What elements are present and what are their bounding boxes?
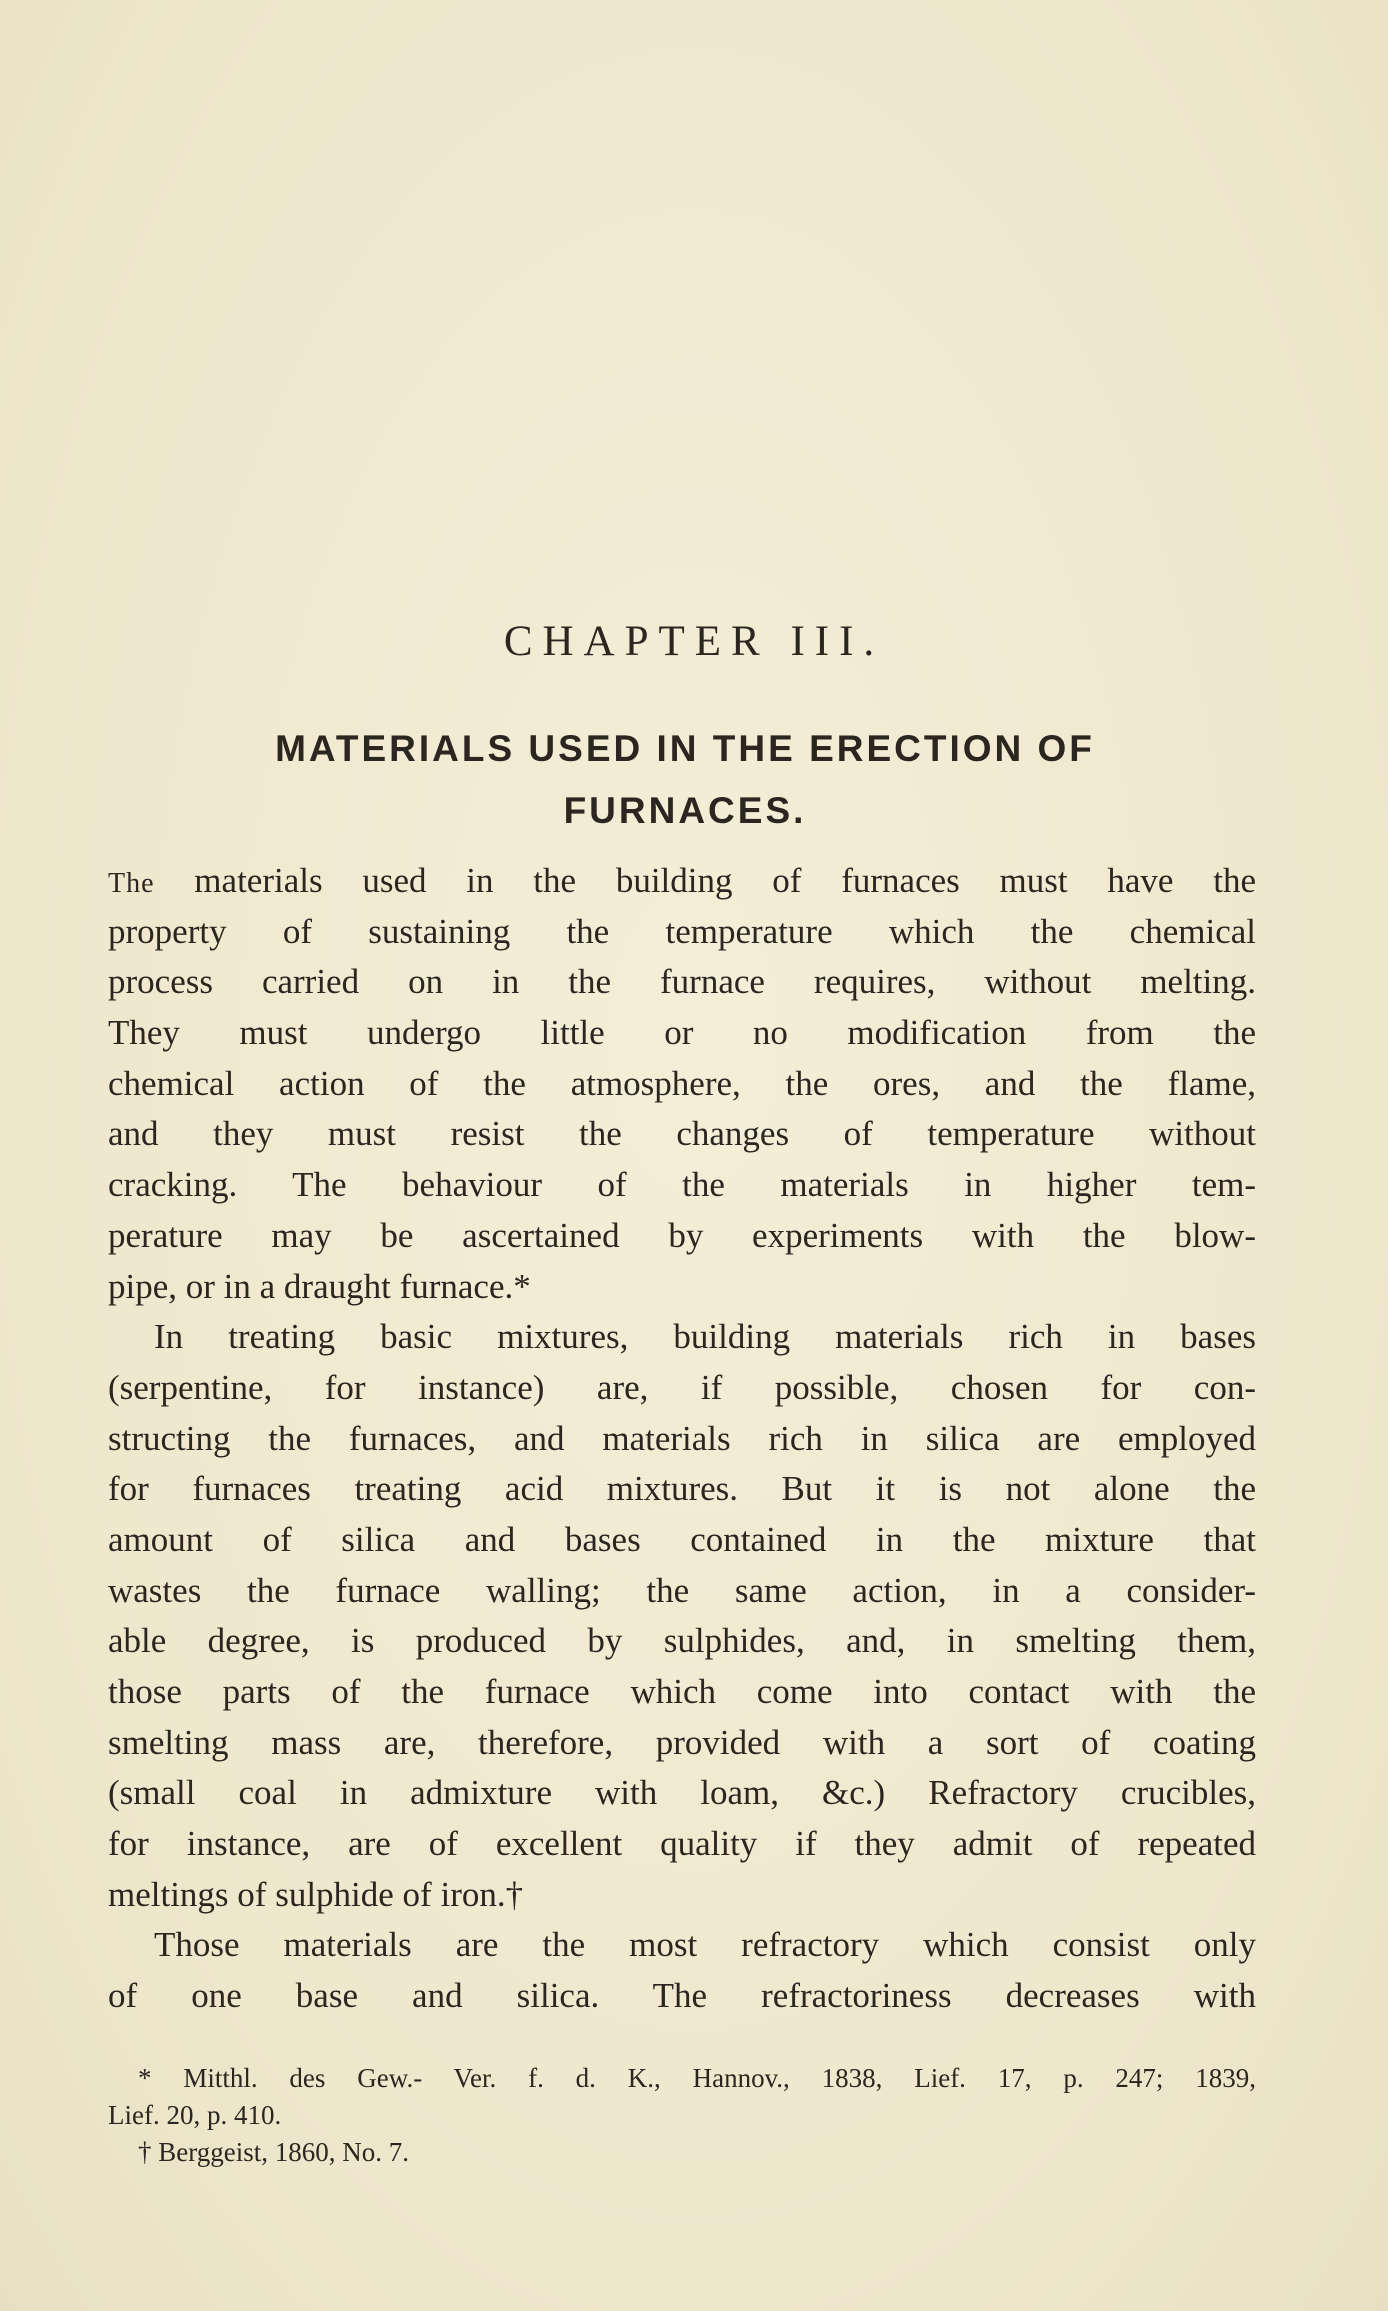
text-line: Those materials are the most refractory which consist only xyxy=(154,1925,1256,1965)
text-line: smelting mass are, therefore, provided with a sort of coating xyxy=(108,1722,1256,1762)
text-line: pipe, or in a draught furnace.* xyxy=(108,1266,531,1306)
footnote-1: * Mitthl. des Gew.- Ver. f. d. K., Hannov., 1838, Lief. 17, p. 247; 1839, xyxy=(138,2063,1256,2093)
chapter-heading: CHAPTER III. xyxy=(503,618,885,665)
text-line: and they must resist the changes of temperature without xyxy=(108,1114,1256,1154)
text-line: The materials used in the building of furnaces must have the xyxy=(108,861,1256,900)
text-line: meltings of sulphide of iron.† xyxy=(108,1874,524,1914)
text-line: those parts of the furnace which come into contact with the xyxy=(108,1672,1256,1711)
text-line: for instance, are of excellent quality if they admit of repeated xyxy=(108,1824,1256,1864)
text-line: perature may be ascertained by experiments with the blow- xyxy=(108,1215,1256,1255)
chapter-title xyxy=(110,718,1260,842)
text-line: property of sustaining the temperature which the chemical xyxy=(108,911,1256,951)
chapter-title-line-2: FURNACES. xyxy=(563,790,807,831)
first-word-small-caps: The xyxy=(108,868,155,899)
text-line: for furnaces treating acid mixtures. But it is not alone the xyxy=(108,1469,1256,1509)
text-line: wastes the furnace walling; the same action, in a consider- xyxy=(108,1570,1256,1610)
footnotes xyxy=(108,2060,1256,2171)
text-line: amount of silica and bases contained in the mixture that xyxy=(108,1519,1256,1559)
body-text xyxy=(108,856,1256,2022)
text-line: able degree, is produced by sulphides, and, in smelting them, xyxy=(108,1621,1256,1661)
footnote-2: † Berggeist, 1860, No. 7. xyxy=(138,2137,409,2167)
text-line: They must undergo little or no modification from the xyxy=(108,1013,1256,1053)
text-line: of one base and silica. The refractoriness decreases with xyxy=(108,1976,1256,2016)
chapter-title-line-1: MATERIALS USED IN THE ERECTION OF xyxy=(275,728,1095,769)
text-line: In treating basic mixtures, building materials rich in bases xyxy=(154,1317,1256,1357)
text-line: structing the furnaces, and materials rich in silica are employed xyxy=(108,1418,1256,1458)
text-line: (small coal in admixture with loam, &c.) Refractory crucibles, xyxy=(108,1773,1256,1813)
text-line: chemical action of the atmosphere, the ores, and the flame, xyxy=(108,1063,1256,1103)
text-line: (serpentine, for instance) are, if possible, chosen for con- xyxy=(108,1367,1256,1407)
text-line: process carried on in the furnace requires, without melting. xyxy=(108,962,1256,1002)
text-line: cracking. The behaviour of the materials in higher tem- xyxy=(108,1165,1256,1205)
footnote-1-continued: Lief. 20, p. 410. xyxy=(108,2100,282,2130)
